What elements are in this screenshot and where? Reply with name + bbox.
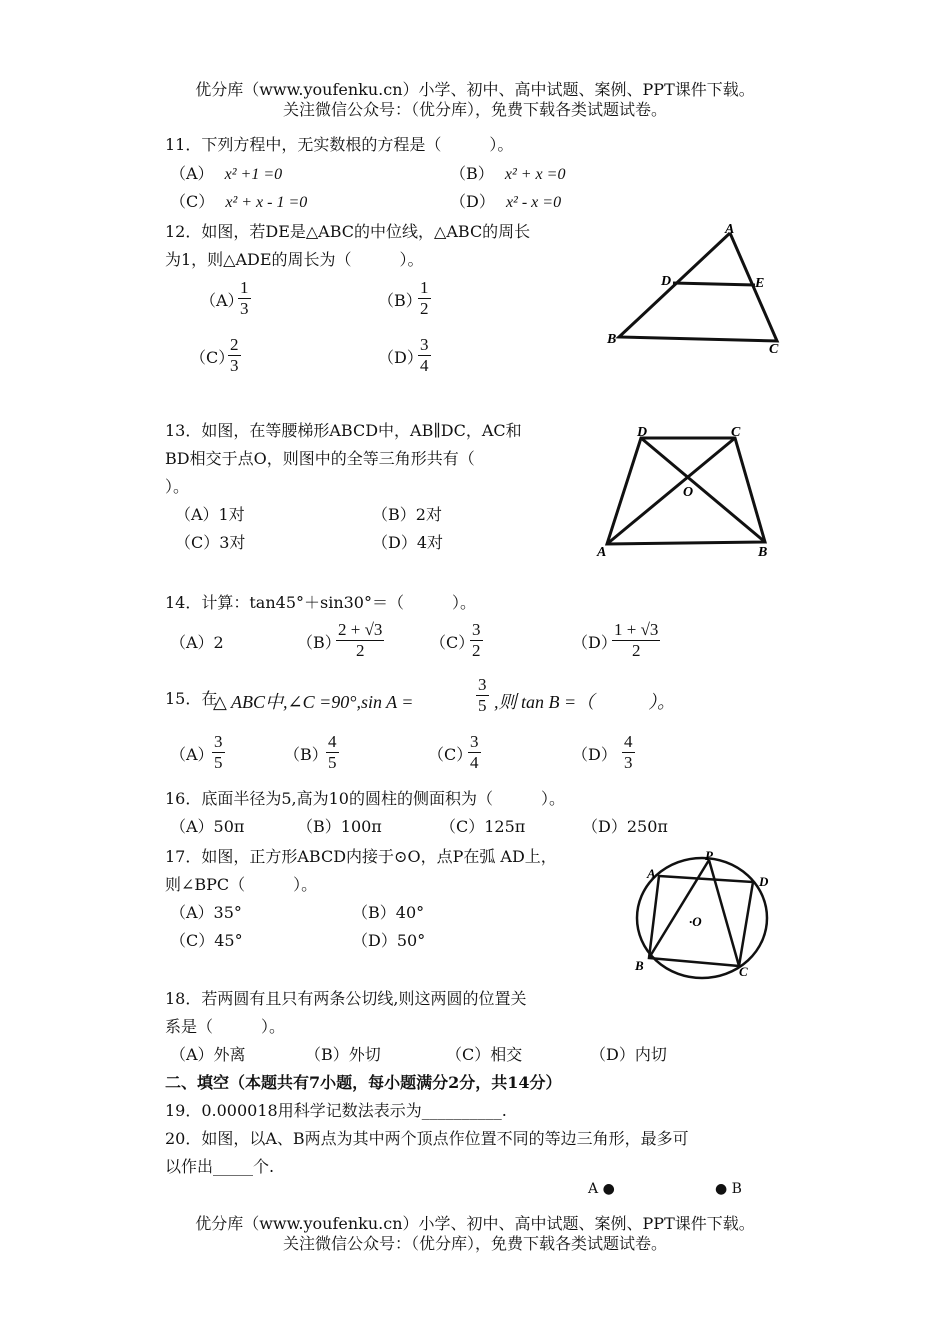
q15-expr-1: △ ABC中,∠C =90°,sin A = bbox=[213, 692, 414, 712]
q13-line-2: BD相交于点O，则图中的全等三角形共有（ bbox=[165, 449, 475, 468]
midline-de bbox=[673, 283, 755, 285]
q15-option-b-label: （B） bbox=[284, 745, 328, 764]
diagonal-ac bbox=[607, 438, 735, 544]
q14-option-d-label: （D） bbox=[572, 633, 617, 652]
q14-option-d-fraction bbox=[612, 620, 660, 661]
q15-option-b-num: 4 bbox=[328, 732, 337, 751]
q14-option-c-fraction bbox=[470, 620, 483, 661]
q17-vertex-b: B bbox=[635, 958, 644, 973]
q14-option-d-num: 1 + √3 bbox=[614, 620, 659, 639]
footer-line-1: 优分库（www.youfenku.cn）小学、初中、高中试题、案例、PPT课件下载。 bbox=[195, 1214, 755, 1233]
q16-option-a: （A）50π bbox=[170, 817, 245, 836]
q18-option-c: （C）相交 bbox=[446, 1045, 523, 1064]
q16-option-b: （B）100π bbox=[297, 817, 382, 836]
q20-line-2: 以作出_____个. bbox=[165, 1157, 275, 1176]
q13-trapezoid-figure bbox=[595, 420, 790, 565]
q12-vertex-d: D bbox=[661, 274, 672, 289]
q15-expr-2: ,则 tan B =（ ）。 bbox=[494, 692, 676, 712]
q20-point-a-label: A bbox=[588, 1181, 599, 1197]
q14-option-d-den: 2 bbox=[631, 641, 641, 660]
diagonal-bd bbox=[641, 438, 765, 542]
q12-option-b-fraction bbox=[418, 278, 431, 319]
q12-vertex-b: B bbox=[607, 332, 617, 347]
q12-option-a-den: 3 bbox=[240, 299, 249, 318]
q17-circle-figure bbox=[625, 848, 785, 983]
q15-option-d-fraction bbox=[622, 732, 635, 773]
q17-option-a: （A）35° bbox=[170, 903, 242, 922]
q15-option-b-fraction bbox=[326, 732, 339, 773]
q12-option-c-fraction bbox=[228, 335, 241, 376]
q14-option-b-num: 2 + √3 bbox=[338, 620, 383, 639]
section-2-heading: 二、填空（本题共有7小题，每小题满分2分，共14分） bbox=[165, 1073, 562, 1092]
q15-option-a-num: 3 bbox=[214, 732, 223, 751]
q12-vertex-c: C bbox=[769, 342, 779, 357]
q11-option-c-label: （C） bbox=[170, 192, 215, 211]
q12-vertex-a: A bbox=[725, 222, 735, 237]
q15-option-c-label: （C） bbox=[428, 745, 473, 764]
q11-stem: 11．下列方程中，无实数根的方程是（ ）。 bbox=[165, 135, 514, 154]
q12-option-c-den: 3 bbox=[230, 356, 239, 375]
q15-option-c-num: 3 bbox=[470, 732, 479, 751]
header-line-2: 关注微信公众号：（优分库），免费下载各类试题试卷。 bbox=[282, 100, 667, 119]
q14-option-c-num: 3 bbox=[472, 620, 481, 639]
q15-option-c-den: 4 bbox=[470, 753, 479, 772]
q12-option-b-num: 1 bbox=[420, 278, 429, 297]
q12-option-c-label: （C） bbox=[190, 348, 235, 367]
q14-option-c-den: 2 bbox=[472, 641, 481, 660]
q15-sin-fraction bbox=[476, 675, 489, 716]
q12-option-a-fraction bbox=[238, 278, 251, 319]
q12-option-b-den: 2 bbox=[420, 299, 429, 318]
q11-option-d-expr: x² - x =0 bbox=[505, 194, 562, 211]
q11-option-a-label: （A） bbox=[170, 164, 214, 183]
q15-option-d-num: 4 bbox=[624, 732, 633, 751]
q11-option-b-expr: x² + x =0 bbox=[504, 166, 566, 183]
q18-option-a: （A）外离 bbox=[170, 1045, 246, 1064]
q15-option-d-den: 3 bbox=[624, 753, 633, 772]
q17-option-c: （C）45° bbox=[170, 931, 243, 950]
q15-option-d-label: （D） bbox=[572, 745, 617, 764]
q12-option-c-num: 2 bbox=[230, 335, 239, 354]
q12-option-a-label: （A） bbox=[200, 291, 244, 310]
q13-option-b: （B）2对 bbox=[372, 505, 442, 524]
q13-vertex-a: A bbox=[597, 545, 607, 560]
q13-line-1: 13．如图，在等腰梯形ABCD中，AB∥DC，AC和 bbox=[165, 421, 522, 440]
q13-vertex-b: B bbox=[758, 545, 768, 560]
q18-option-d: （D）内切 bbox=[590, 1045, 667, 1064]
q18-line-2: 系是（ ）。 bbox=[165, 1017, 286, 1036]
q17-line-1: 17．如图，正方形ABCD内接于⊙O，点P在弧 AD上， bbox=[165, 847, 557, 866]
q15-sin-den: 5 bbox=[478, 696, 487, 715]
q14-option-b-label: （B） bbox=[297, 633, 341, 652]
q17-vertex-a: A bbox=[647, 866, 656, 881]
q15-option-a-label: （A） bbox=[170, 745, 214, 764]
chord-pc bbox=[709, 860, 739, 966]
q20-point-b-label: B bbox=[731, 1181, 742, 1197]
q12-option-d-den: 4 bbox=[420, 356, 429, 375]
q16-option-d: （D）250π bbox=[582, 817, 668, 836]
q12-option-b-label: （B） bbox=[378, 291, 422, 310]
q12-line-2: 为1，则△ADE的周长为（ ）。 bbox=[165, 250, 424, 269]
q17-option-b: （B）40° bbox=[352, 903, 425, 922]
q12-option-d-fraction bbox=[418, 335, 431, 376]
q18-line-1: 18．若两圆有且只有两条公切线,则这两圆的位置关 bbox=[165, 989, 527, 1008]
q12-option-a-num: 1 bbox=[240, 278, 249, 297]
q13-vertex-c: C bbox=[731, 425, 741, 440]
q13-line-3: ）。 bbox=[165, 477, 190, 496]
q12-vertex-e: E bbox=[755, 276, 765, 291]
triangle-sides bbox=[619, 233, 777, 341]
q13-option-a: （A）1对 bbox=[175, 505, 245, 524]
q11-option-d bbox=[450, 191, 561, 214]
q11-option-c-expr: x² + x - 1 =0 bbox=[225, 194, 308, 211]
q20-point-b-dot: ● bbox=[715, 1181, 728, 1197]
q15-option-c-fraction bbox=[468, 732, 481, 773]
q16-option-c: （C）125π bbox=[440, 817, 526, 836]
q11-option-d-label: （D） bbox=[450, 192, 495, 211]
q17-point-p: P bbox=[705, 848, 713, 863]
q20-point-a bbox=[588, 1178, 615, 1200]
q14-option-b-den: 2 bbox=[355, 641, 365, 660]
q11-option-a bbox=[170, 163, 282, 186]
q16-stem: 16．底面半径为5,高为10的圆柱的侧面积为（ ）。 bbox=[165, 789, 565, 808]
q18-option-b: （B）外切 bbox=[305, 1045, 381, 1064]
q12-option-d-label: （D） bbox=[378, 348, 423, 367]
q11-option-b bbox=[450, 163, 565, 186]
q12-option-d-num: 3 bbox=[420, 335, 429, 354]
q17-vertex-d: D bbox=[759, 874, 769, 889]
q17-vertex-c: C bbox=[739, 964, 748, 979]
q12-triangle-figure bbox=[605, 215, 790, 360]
q20-line-1: 20．如图，以A、B两点为其中两个顶点作位置不同的等边三角形，最多可 bbox=[165, 1129, 689, 1148]
q20-point-b bbox=[715, 1178, 742, 1200]
q13-option-d: （D）4对 bbox=[372, 533, 444, 552]
q19-stem: 19．0.000018用科学记数法表示为__________. bbox=[165, 1101, 507, 1120]
q13-point-o: O bbox=[683, 485, 694, 500]
q14-option-a: （A）2 bbox=[170, 633, 224, 652]
q13-option-c: （C）3对 bbox=[175, 533, 246, 552]
q20-point-a-dot: ● bbox=[602, 1181, 615, 1197]
q17-line-2: 则∠BPC（ ）。 bbox=[165, 875, 318, 894]
q14-option-b-fraction bbox=[336, 620, 384, 661]
q11-option-c bbox=[170, 191, 307, 214]
q15-prefix: 15．在 bbox=[165, 689, 218, 708]
q14-stem: 14．计算：tan45°＋sin30°＝（ ）。 bbox=[165, 593, 476, 612]
q17-center-o: ·O bbox=[689, 914, 702, 929]
q11-option-b-label: （B） bbox=[450, 164, 494, 183]
q13-vertex-d: D bbox=[637, 425, 648, 440]
q15-sin-num: 3 bbox=[478, 675, 487, 694]
q12-line-1: 12．如图，若DE是△ABC的中位线，△ABC的周长 bbox=[165, 222, 531, 241]
q15-option-b-den: 5 bbox=[328, 753, 337, 772]
header-line-1: 优分库（www.youfenku.cn）小学、初中、高中试题、案例、PPT课件下载。 bbox=[195, 80, 755, 99]
q14-option-c-label: （C） bbox=[430, 633, 475, 652]
footer-line-2: 关注微信公众号：（优分库），免费下载各类试题试卷。 bbox=[282, 1234, 667, 1253]
q15-option-a-den: 5 bbox=[214, 753, 223, 772]
q11-option-a-expr: x² +1 =0 bbox=[224, 166, 283, 183]
q17-option-d: （D）50° bbox=[352, 931, 426, 950]
q15-option-a-fraction bbox=[212, 732, 225, 773]
